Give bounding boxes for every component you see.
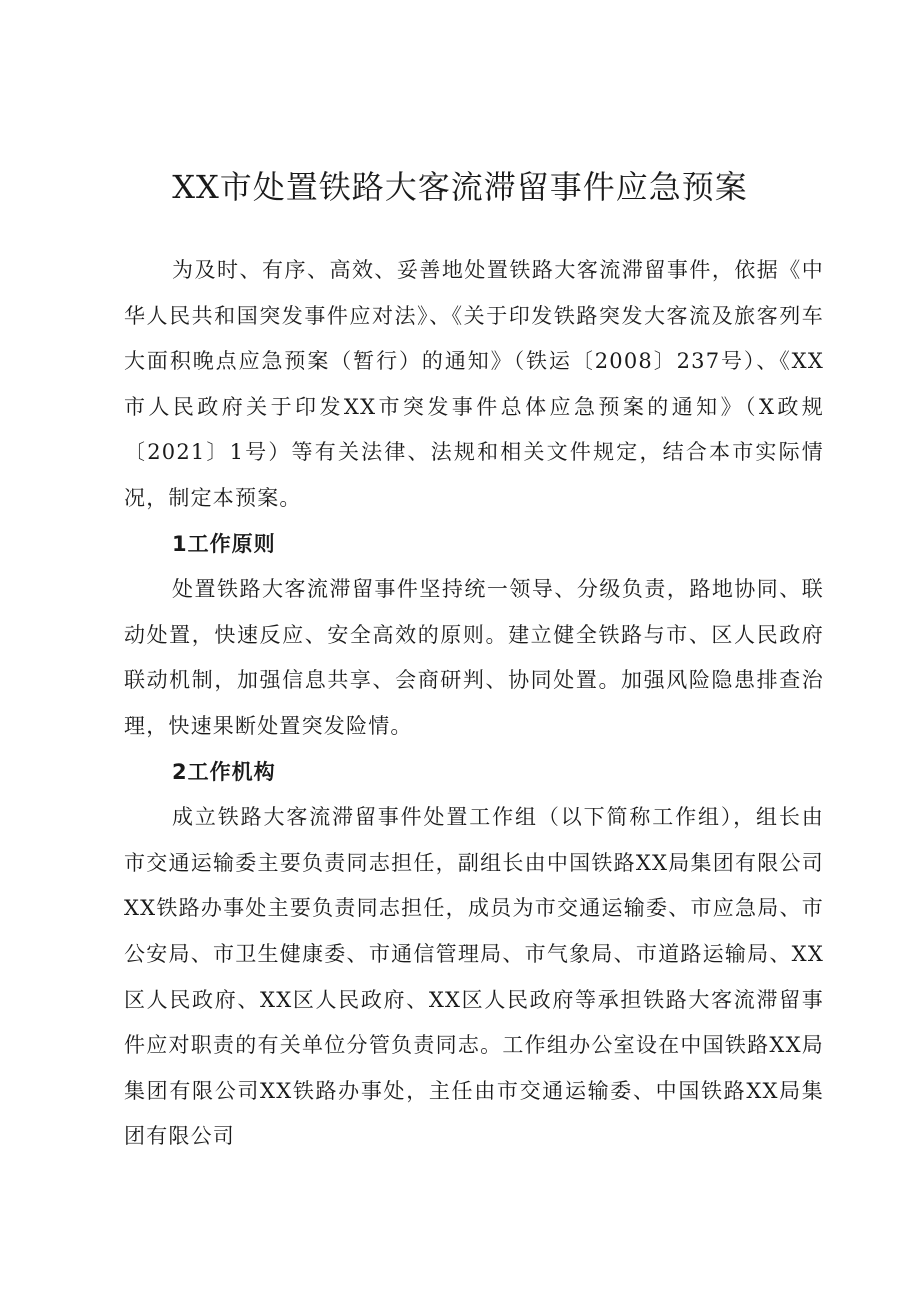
section-heading-principles: 1工作原则 — [172, 531, 276, 556]
document-body — [124, 248, 824, 1160]
document-title: XX市处置铁路大客流滞留事件应急预案 — [172, 168, 748, 206]
section-body-organization: 成立铁路大客流滞留事件处置工作组（以下简称工作组），组长由市交通运输委主要负责同志担任，副组长由中国铁路XX局集团有限公司XX铁路办事处主要负责同志担任，成员为市交通运输委、市应急局、市公安局、市卫生健康委、市通信管理局、市气象局、市道路运输局、XX区人民政府、XX区人民政府、XX区人民政府等承担铁路大客流滞留事件应对职责的有关单位分管负责同志。工作组办公室设在中国铁路XX局集团有限公司XX铁路办事处，主任由市交通运输委、中国铁路XX局集团有限公司 — [124, 805, 824, 1149]
intro-paragraph: 为及时、有序、高效、妥善地处置铁路大客流滞留事件，依据《中华人民共和国突发事件应对法》、《关于印发铁路突发大客流及旅客列车大面积晚点应急预案（暂行）的通知》（铁运〔2008〕237号）、《XX市人民政府关于印发XX市突发事件总体应急预案的通知》（X政规〔2021〕1号）等有关法律、法规和相关文件规定，结合本市实际情况，制定本预案。 — [124, 258, 824, 510]
section-heading-organization: 2工作机构 — [172, 759, 276, 784]
section-body-principles: 处置铁路大客流滞留事件坚持统一领导、分级负责，路地协同、联动处置，快速反应、安全高效的原则。建立健全铁路与市、区人民政府联动机制，加强信息共享、会商研判、协同处置。加强风险隐患排查治理，快速果断处置突发险情。 — [124, 577, 824, 738]
